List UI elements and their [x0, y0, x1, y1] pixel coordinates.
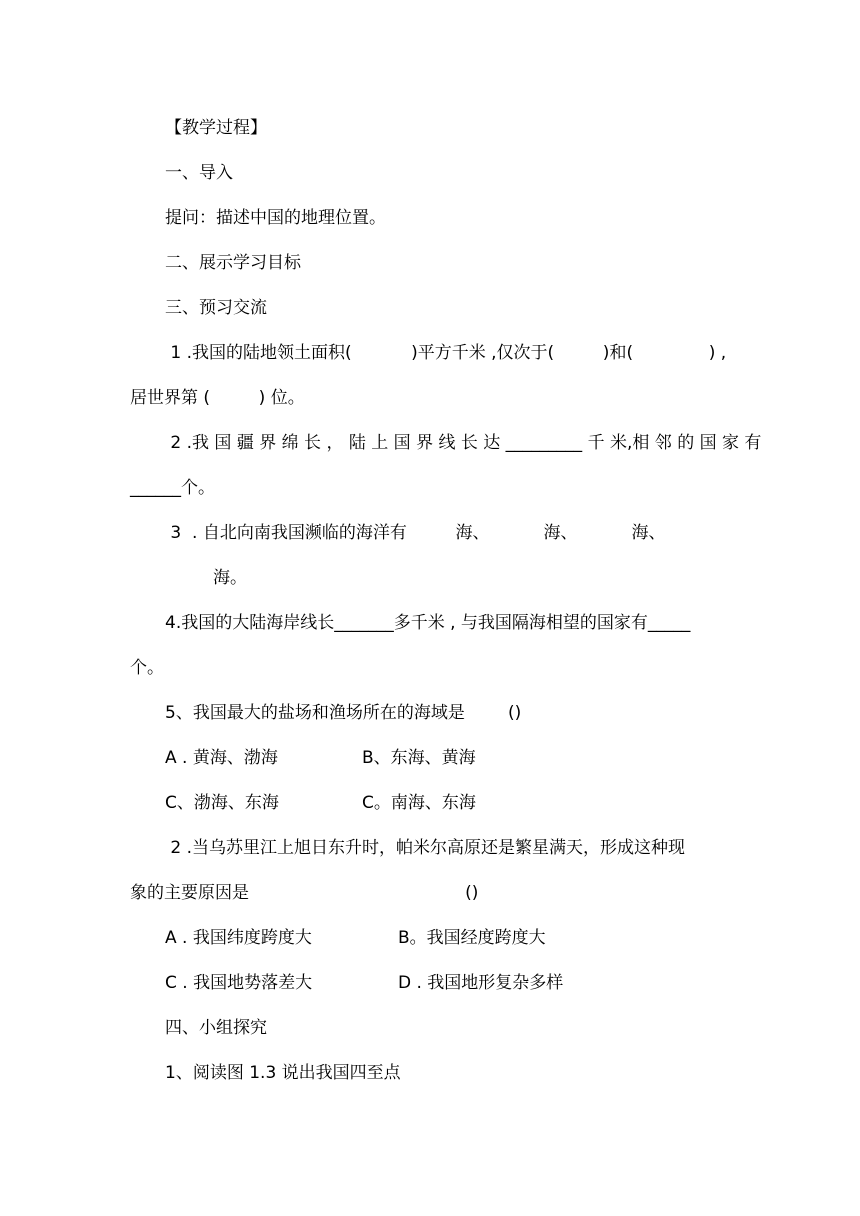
section-heading: 【教学过程】 [165, 118, 267, 138]
question-3-line-1: 3 . 自北向南我国濒临的海洋有 海、 海、 海、 [165, 523, 666, 543]
intro-question: 提问：描述中国的地理位置。 [165, 208, 386, 228]
question-6-line-1: 2 .当乌苏里江上旭日东升时，帕米尔高原还是繁星满天，形成这种现 [165, 838, 686, 858]
question-2-line-1: 2 .我 国 疆 界 绵 长 ， 陆 上 国 界 线 长 达 _________ 千 米,相 邻 的 国 家 有 [165, 433, 762, 453]
question-5-option-c: C、渤海、东海 [165, 793, 279, 813]
section-intro-title: 一、导入 [165, 163, 233, 183]
question-2-line-2: ______个。 [130, 478, 215, 498]
question-6-option-b: B。我国经度跨度大 [398, 928, 546, 948]
group-task-1: 1、阅读图 1.3 说出我国四至点 [165, 1063, 401, 1083]
question-4-line-1: 4.我国的大陆海岸线长_______多千米 , 与我国隔海相望的国家有_____ [165, 613, 691, 633]
question-6-option-c: C . 我国地势落差大 [165, 973, 313, 993]
question-5-option-b: B、东海、黄海 [362, 748, 476, 768]
question-6-line-2: 象的主要原因是 () [130, 883, 479, 903]
question-4-line-2: 个。 [130, 658, 164, 678]
question-5-option-a: A . 黄海、渤海 [165, 748, 278, 768]
question-6-option-d: D . 我国地形复杂多样 [398, 973, 564, 993]
question-5: 5、我国最大的盐场和渔场所在的海域是 () [165, 703, 522, 723]
question-3-line-2: 海。 [213, 568, 247, 588]
question-5-option-d: C。南海、东海 [362, 793, 476, 813]
question-1-line-2: 居世界第 ( ) 位。 [130, 388, 305, 408]
section-goals-title: 二、展示学习目标 [165, 253, 301, 273]
question-6-option-a: A . 我国纬度跨度大 [165, 928, 312, 948]
section-group-title: 四、小组探究 [165, 1018, 267, 1038]
section-preview-title: 三、预习交流 [165, 298, 267, 318]
question-1-line-1: 1 .我国的陆地领土面积( )平方千米 ,仅次于( )和( ) , [165, 343, 727, 363]
